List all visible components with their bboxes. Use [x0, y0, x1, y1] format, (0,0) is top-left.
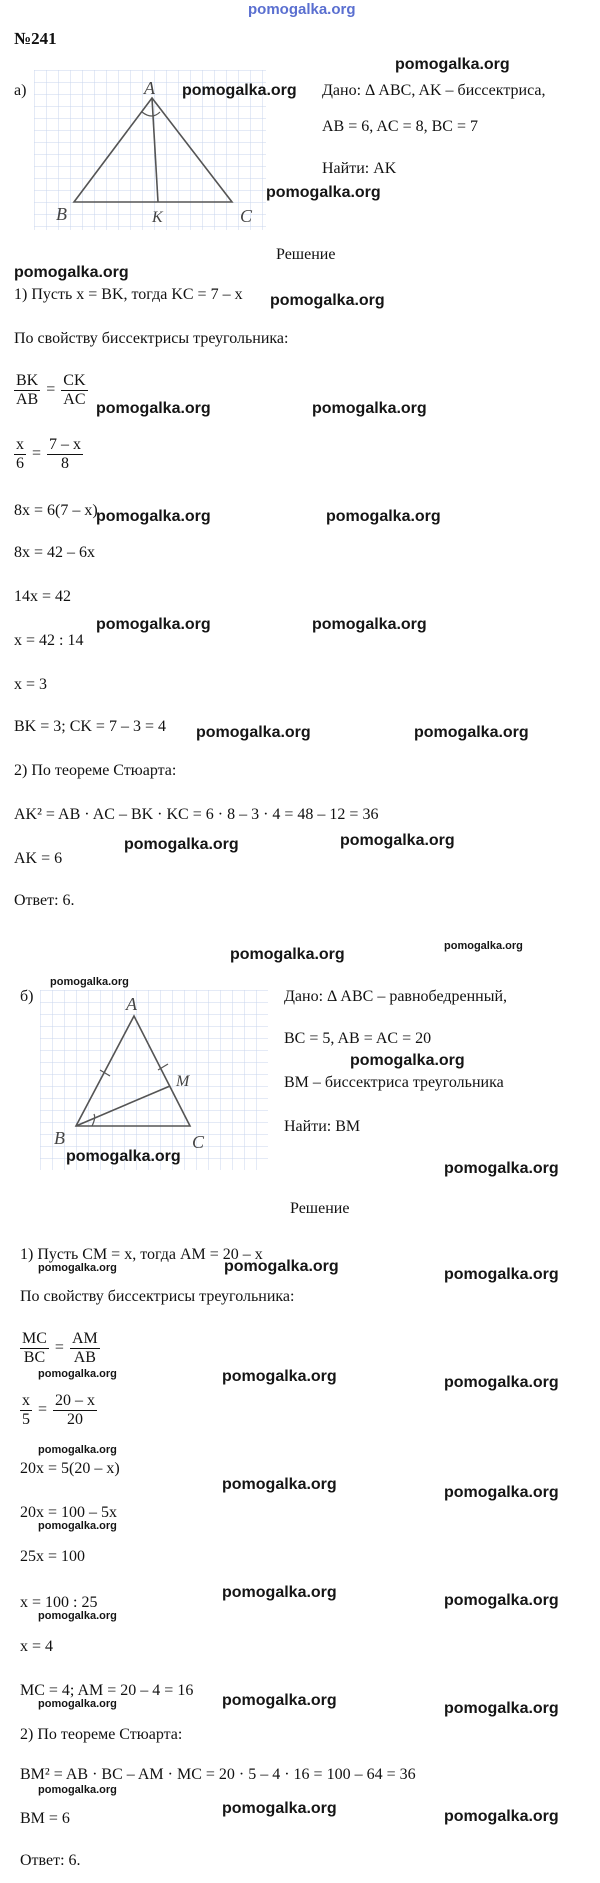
- watermark: pomogalka.org: [312, 400, 427, 417]
- step1-b: 1) Пусть CM = x, тогда AM = 20 – x: [20, 1246, 263, 1263]
- fraction-eq-a2: $\frac{x}{6}$ = $\frac{7 - x}{8}$: [16, 436, 82, 472]
- fraction: [61, 372, 87, 408]
- watermark: pomogalka.org: [124, 836, 239, 853]
- watermark: pomogalka.org: [444, 1160, 559, 1177]
- equation: 14x = 42: [14, 588, 72, 605]
- equation: x = 4: [20, 1638, 54, 1655]
- numerator: x: [22, 1392, 30, 1409]
- point-c-label: C: [192, 1132, 205, 1152]
- watermark-small: pomogalka.org: [38, 1698, 117, 1710]
- property-b: По свойству биссектрисы треугольника:: [20, 1288, 295, 1305]
- numerator: x: [16, 436, 24, 453]
- watermark-small: pomogalka.org: [38, 1610, 117, 1622]
- watermark: pomogalka.org: [350, 1052, 465, 1069]
- equation: x = 42 : 14: [14, 632, 84, 649]
- watermark: pomogalka.org: [395, 56, 510, 73]
- stewart-a: AK² = AB · AC – BK · KC = 6 · 8 – 3 · 4 = 48 – 12 = 36: [14, 806, 379, 823]
- part-a-label: а): [14, 82, 27, 99]
- watermark: pomogalka.org: [222, 1584, 337, 1601]
- watermark: pomogalka.org: [96, 400, 211, 417]
- property-a: По свойству биссектрисы треугольника:: [14, 330, 289, 347]
- answer-b: Ответ: 6.: [20, 1852, 81, 1869]
- fraction: [53, 1392, 97, 1428]
- denominator: AB: [16, 390, 39, 408]
- watermark: pomogalka.org: [222, 1368, 337, 1385]
- fraction-eq-b2: $\frac{x}{5}$ = $\frac{20 - x}{20}$: [22, 1392, 96, 1428]
- problem-number: №241: [14, 29, 57, 48]
- step1-a: 1) Пусть x = BK, тогда KC = 7 – x: [14, 286, 243, 303]
- fraction: [14, 436, 26, 472]
- fraction: [20, 1330, 49, 1366]
- given-b: Дано: Δ ABC – равнобедренный,: [284, 988, 508, 1005]
- watermark-small: pomogalka.org: [38, 1368, 117, 1380]
- watermark: pomogalka.org: [312, 616, 427, 633]
- watermark-small: pomogalka.org: [50, 976, 129, 988]
- point-c-label: C: [240, 206, 253, 226]
- find-b: Найти: BM: [284, 1118, 361, 1135]
- denominator: AC: [63, 390, 86, 408]
- fraction: [14, 372, 40, 408]
- watermark: pomogalka.org: [444, 1700, 559, 1717]
- point-b-label: B: [54, 1128, 65, 1148]
- watermark: pomogalka.org: [182, 82, 297, 99]
- watermark: pomogalka.org: [270, 292, 385, 309]
- part-b-figure: [40, 990, 268, 1170]
- watermark: pomogalka.org: [222, 1692, 337, 1709]
- equation: 25x = 100: [20, 1548, 86, 1565]
- fraction: [47, 436, 83, 472]
- watermark: pomogalka.org: [96, 616, 211, 633]
- watermark: pomogalka.org: [222, 1800, 337, 1817]
- top-watermark: pomogalka.org: [248, 1, 356, 18]
- watermark-small: pomogalka.org: [38, 1444, 117, 1456]
- watermark: pomogalka.org: [444, 1808, 559, 1825]
- part-b-label: б): [20, 988, 34, 1005]
- find-a: Найти: AK: [322, 160, 397, 177]
- watermark: pomogalka.org: [444, 1484, 559, 1501]
- equation: 8x = 42 – 6x: [14, 544, 96, 561]
- solution-title-a: Решение: [276, 246, 336, 263]
- given-b-bisector: BM – биссектриса треугольника: [284, 1074, 504, 1091]
- numerator: MC: [22, 1330, 47, 1347]
- fraction: [70, 1330, 100, 1366]
- watermark: pomogalka.org: [96, 508, 211, 525]
- denominator: 20: [67, 1410, 84, 1428]
- fraction-eq-b1: $\frac{MC}{BC}$ = $\frac{AM}{AB}$: [22, 1330, 98, 1366]
- watermark: pomogalka.org: [66, 1148, 181, 1165]
- watermark: pomogalka.org: [444, 1266, 559, 1283]
- point-k-label: K: [152, 209, 163, 226]
- watermark: pomogalka.org: [414, 724, 529, 741]
- step2-a: 2) По теореме Стюарта:: [14, 762, 177, 779]
- equation: x = 3: [14, 676, 48, 693]
- fraction: [20, 1392, 32, 1428]
- equation: 20x = 5(20 – x): [20, 1460, 120, 1477]
- point-m-label: M: [176, 1073, 190, 1090]
- denominator: 5: [22, 1410, 30, 1428]
- watermark: pomogalka.org: [266, 184, 381, 201]
- equation: 20x = 100 – 5x: [20, 1504, 118, 1521]
- watermark: pomogalka.org: [444, 1374, 559, 1391]
- solution-title-b: Решение: [290, 1200, 350, 1217]
- result-b: BM = 6: [20, 1810, 70, 1827]
- denominator: 8: [61, 454, 70, 472]
- denominator: AB: [73, 1348, 96, 1366]
- watermark-small: pomogalka.org: [38, 1784, 117, 1796]
- answer-a: Ответ: 6.: [14, 892, 75, 909]
- equation: x = 100 : 25: [20, 1594, 98, 1611]
- equation: BK = 3; CK = 7 – 3 = 4: [14, 718, 166, 735]
- watermark-small: pomogalka.org: [38, 1262, 117, 1274]
- watermark: pomogalka.org: [224, 1258, 339, 1275]
- step2-b: 2) По теореме Стюарта:: [20, 1726, 183, 1743]
- watermark: pomogalka.org: [196, 724, 311, 741]
- result-a: AK = 6: [14, 850, 63, 867]
- watermark: pomogalka.org: [14, 264, 129, 281]
- watermark-small: pomogalka.org: [444, 940, 523, 952]
- equation: 8x = 6(7 – x): [14, 502, 98, 519]
- equation: MC = 4; AM = 20 – 4 = 16: [20, 1682, 194, 1699]
- watermark: pomogalka.org: [222, 1476, 337, 1493]
- watermark: pomogalka.org: [326, 508, 441, 525]
- fraction-eq-a1: $\frac{BK}{AB}$ = $\frac{CK}{AC}$: [16, 372, 86, 408]
- grid-paper: [40, 990, 268, 1170]
- point-a-label: A: [144, 78, 155, 98]
- given-b-values: BC = 5, AB = AC = 20: [284, 1030, 432, 1047]
- watermark: pomogalka.org: [230, 946, 345, 963]
- stewart-b: BM² = AB · BC – AM · MC = 20 · 5 – 4 · 16 = 100 – 64 = 36: [20, 1766, 416, 1783]
- numerator: CK: [63, 372, 86, 389]
- watermark-small: pomogalka.org: [38, 1520, 117, 1532]
- given-a: Дано: Δ ABC, AK – биссектриса,: [322, 82, 546, 99]
- given-a-values: AB = 6, AC = 8, BC = 7: [322, 118, 478, 135]
- watermark: pomogalka.org: [444, 1592, 559, 1609]
- watermark: pomogalka.org: [340, 832, 455, 849]
- point-a-label: A: [126, 994, 137, 1014]
- point-b-label: B: [56, 204, 67, 224]
- numerator: 20 – x: [55, 1392, 96, 1409]
- numerator: AM: [71, 1330, 98, 1347]
- numerator: BK: [16, 372, 39, 389]
- numerator: 7 – x: [49, 436, 82, 453]
- denominator: 6: [16, 454, 24, 472]
- denominator: BC: [23, 1348, 46, 1366]
